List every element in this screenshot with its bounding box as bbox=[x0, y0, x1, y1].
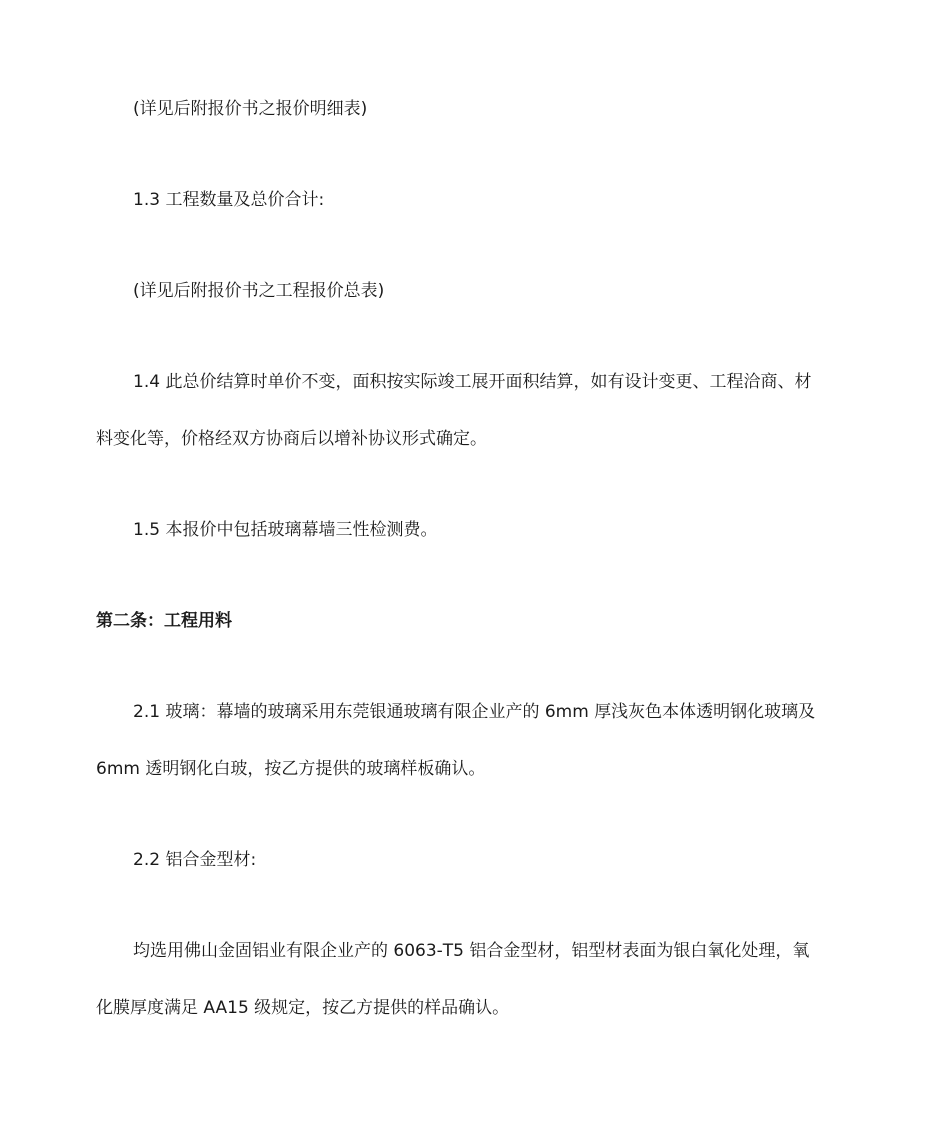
paragraph-quote-total: (详见后附报价书之工程报价总表) bbox=[133, 281, 385, 301]
paragraph-2-1-line-1: 2.1 玻璃：幕墙的玻璃采用东莞银通玻璃有限企业产的 6mm 厚浅灰色本体透明钢化玻璃及 bbox=[133, 702, 816, 722]
paragraph-quote-detail: (详见后附报价书之报价明细表) bbox=[133, 99, 368, 119]
section-2-heading: 第二条：工程用料 bbox=[96, 611, 232, 631]
paragraph-aluminum-line-1: 均选用佛山金固铝业有限企业产的 6063-T5 铝合金型材，铝型材表面为银白氧化处理，氧 bbox=[133, 941, 810, 961]
paragraph-aluminum-line-2: 化膜厚度满足 AA15 级规定，按乙方提供的样品确认。 bbox=[96, 998, 510, 1018]
paragraph-1-5: 1.5 本报价中包括玻璃幕墙三性检测费。 bbox=[133, 520, 438, 540]
paragraph-2-2: 2.2 铝合金型材: bbox=[133, 850, 257, 870]
paragraph-2-1-line-2: 6mm 透明钢化白玻，按乙方提供的玻璃样板确认。 bbox=[96, 759, 486, 779]
paragraph-1-3: 1.3 工程数量及总价合计: bbox=[133, 190, 325, 210]
paragraph-1-4-line-1: 1.4 此总价结算时单价不变，面积按实际竣工展开面积结算，如有设计变更、工程洽商、材 bbox=[133, 372, 812, 392]
paragraph-1-4-line-2: 料变化等，价格经双方协商后以增补协议形式确定。 bbox=[96, 429, 487, 449]
